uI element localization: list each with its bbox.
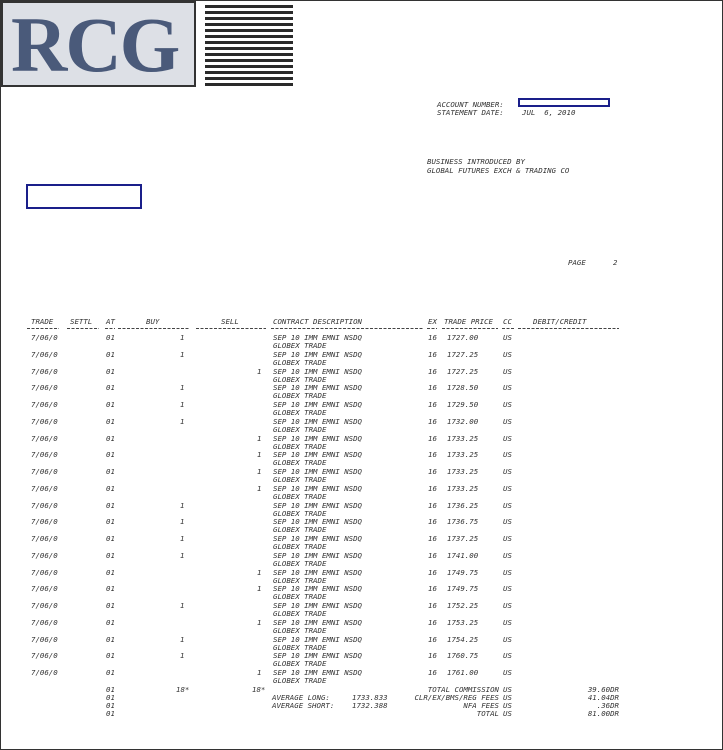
account-type: 01 xyxy=(106,349,115,359)
account-type: 01 xyxy=(106,416,115,426)
sell-qty: 1 xyxy=(257,584,262,594)
col-debit-credit: DEBIT/CREDIT xyxy=(533,317,587,326)
introduced-by-line2: GLOBAL FUTURES EXCH & TRADING CO xyxy=(427,166,570,175)
buy-qty: 1 xyxy=(180,500,185,510)
trade-source: GLOBEX TRADE xyxy=(273,391,327,401)
trade-price: 1753.25 xyxy=(447,617,479,627)
trade-date: 7/06/0 xyxy=(31,433,58,443)
trade-date: 7/06/0 xyxy=(31,567,58,577)
account-type: 01 xyxy=(106,567,115,577)
avg-long-value: 1733.833 xyxy=(352,693,388,702)
currency: US xyxy=(503,651,512,661)
table-row xyxy=(0,418,723,435)
trade-source: GLOBEX TRADE xyxy=(273,676,327,685)
logo-text: RCG xyxy=(11,1,179,88)
currency: US xyxy=(503,584,512,594)
trade-price: 1760.75 xyxy=(447,651,479,661)
trade-source: GLOBEX TRADE xyxy=(273,542,327,551)
exchange: 16 xyxy=(428,634,437,644)
trade-source: GLOBEX TRADE xyxy=(273,558,327,568)
trade-source: GLOBEX TRADE xyxy=(273,575,327,585)
col-contract-description: CONTRACT DESCRIPTION xyxy=(273,317,362,326)
contract-description: SEP 10 IMM EMNI NSDQ xyxy=(273,584,362,594)
trade-source: GLOBEX TRADE xyxy=(273,424,327,434)
table-row xyxy=(0,468,723,485)
table-row xyxy=(0,518,723,535)
summary-at-3: 01 xyxy=(106,701,115,710)
fee-amount: 81.00DR xyxy=(587,709,619,718)
table-row xyxy=(0,569,723,586)
currency: US xyxy=(503,517,512,527)
trade-price: 1761.00 xyxy=(447,668,479,677)
buy-qty: 1 xyxy=(180,416,185,426)
currency: US xyxy=(503,450,512,460)
fee-amount: .36DR xyxy=(596,701,619,710)
trade-date: 7/06/0 xyxy=(31,668,58,677)
contract-description: SEP 10 IMM EMNI NSDQ xyxy=(273,416,362,426)
table-row xyxy=(0,485,723,502)
trade-source: GLOBEX TRADE xyxy=(273,491,327,501)
address-redacted xyxy=(26,184,142,209)
fee-label: TOTAL COMMISSION xyxy=(427,685,499,694)
account-type: 01 xyxy=(106,500,115,510)
trade-source: GLOBEX TRADE xyxy=(273,508,327,518)
summary-at-2: 01 xyxy=(106,693,115,702)
exchange: 16 xyxy=(428,333,437,342)
trade-date: 7/06/0 xyxy=(31,366,58,376)
table-row xyxy=(0,334,723,351)
exchange: 16 xyxy=(428,668,437,677)
trade-source: GLOBEX TRADE xyxy=(273,609,327,618)
trade-price: 1733.25 xyxy=(447,483,479,493)
exchange: 16 xyxy=(428,433,437,443)
buy-qty: 1 xyxy=(180,333,185,342)
account-type: 01 xyxy=(106,668,115,677)
logo-stripes xyxy=(205,5,293,89)
trade-date: 7/06/0 xyxy=(31,333,58,342)
currency: US xyxy=(503,534,512,543)
exchange: 16 xyxy=(428,366,437,376)
account-type: 01 xyxy=(106,450,115,460)
col-sell: SELL xyxy=(221,317,239,326)
trade-price: 1732.00 xyxy=(447,416,479,426)
exchange: 16 xyxy=(428,483,437,493)
table-row xyxy=(0,368,723,385)
table-row xyxy=(0,451,723,468)
table-row xyxy=(0,384,723,401)
currency: US xyxy=(503,668,512,677)
contract-description: SEP 10 IMM EMNI NSDQ xyxy=(273,550,362,560)
sell-qty: 1 xyxy=(257,483,262,493)
exchange: 16 xyxy=(428,416,437,426)
summary-at-1: 01 xyxy=(106,685,115,694)
buy-qty: 1 xyxy=(180,517,185,527)
table-row xyxy=(0,502,723,519)
exchange: 16 xyxy=(428,617,437,627)
sell-qty: 1 xyxy=(257,467,262,476)
sell-qty: 1 xyxy=(257,433,262,443)
account-type: 01 xyxy=(106,433,115,443)
table-row xyxy=(0,351,723,368)
table-row xyxy=(0,669,723,686)
contract-description: SEP 10 IMM EMNI NSDQ xyxy=(273,534,362,543)
buy-qty: 1 xyxy=(180,383,185,393)
contract-description: SEP 10 IMM EMNI NSDQ xyxy=(273,383,362,393)
contract-description: SEP 10 IMM EMNI NSDQ xyxy=(273,601,362,610)
contract-description: SEP 10 IMM EMNI NSDQ xyxy=(273,634,362,644)
sell-qty: 1 xyxy=(257,668,262,677)
account-type: 01 xyxy=(106,601,115,610)
currency: US xyxy=(503,550,512,560)
account-number-label: ACCOUNT NUMBER: xyxy=(437,100,504,109)
buy-qty: 1 xyxy=(180,651,185,661)
buy-qty: 1 xyxy=(180,634,185,644)
exchange: 16 xyxy=(428,584,437,594)
buy-total: 18* xyxy=(176,685,190,694)
trade-price: 1733.25 xyxy=(447,433,479,443)
contract-description: SEP 10 IMM EMNI NSDQ xyxy=(273,617,362,627)
exchange: 16 xyxy=(428,601,437,610)
exchange: 16 xyxy=(428,651,437,661)
fee-amount: 41.04DR xyxy=(587,693,619,702)
account-type: 01 xyxy=(106,584,115,594)
table-row xyxy=(0,585,723,602)
trade-date: 7/06/0 xyxy=(31,550,58,560)
trade-price: 1749.75 xyxy=(447,567,479,577)
buy-qty: 1 xyxy=(180,349,185,359)
contract-description: SEP 10 IMM EMNI NSDQ xyxy=(273,651,362,661)
trade-price: 1749.75 xyxy=(447,584,479,594)
col-cc: CC xyxy=(503,317,512,326)
col-buy: BUY xyxy=(146,317,160,326)
trade-source: GLOBEX TRADE xyxy=(273,525,327,535)
buy-qty: 1 xyxy=(180,400,185,409)
trade-price: 1733.25 xyxy=(447,467,479,476)
trade-date: 7/06/0 xyxy=(31,651,58,661)
fee-currency: US xyxy=(503,701,512,710)
account-type: 01 xyxy=(106,517,115,527)
summary-at-4: 01 xyxy=(106,709,115,718)
account-number-redacted xyxy=(518,98,610,107)
trade-date: 7/06/0 xyxy=(31,383,58,393)
avg-long-label: AVERAGE LONG: xyxy=(272,693,330,702)
trade-date: 7/06/0 xyxy=(31,517,58,527)
table-row xyxy=(0,401,723,418)
currency: US xyxy=(503,333,512,342)
trade-date: 7/06/0 xyxy=(31,349,58,359)
statement-date-value: JUL 6, 2010 xyxy=(522,108,576,117)
currency: US xyxy=(503,467,512,476)
table-row xyxy=(0,552,723,569)
exchange: 16 xyxy=(428,500,437,510)
contract-description: SEP 10 IMM EMNI NSDQ xyxy=(273,333,362,342)
sell-qty: 1 xyxy=(257,450,262,460)
exchange: 16 xyxy=(428,349,437,359)
fee-amount: 39.60DR xyxy=(587,685,619,694)
col-trade-price: TRADE PRICE xyxy=(444,317,493,326)
page-number: 2 xyxy=(613,258,618,267)
trade-source: GLOBEX TRADE xyxy=(273,642,327,652)
table-row xyxy=(0,535,723,552)
exchange: 16 xyxy=(428,400,437,409)
trade-source: GLOBEX TRADE xyxy=(273,458,327,468)
trade-price: 1728.50 xyxy=(447,383,479,393)
trade-price: 1741.00 xyxy=(447,550,479,560)
sell-qty: 1 xyxy=(257,617,262,627)
buy-qty: 1 xyxy=(180,550,185,560)
trade-source: GLOBEX TRADE xyxy=(273,441,327,451)
sell-qty: 1 xyxy=(257,567,262,577)
contract-description: SEP 10 IMM EMNI NSDQ xyxy=(273,500,362,510)
trade-price: 1736.25 xyxy=(447,500,479,510)
account-type: 01 xyxy=(106,651,115,661)
trade-price: 1733.25 xyxy=(447,450,479,460)
trade-price: 1736.75 xyxy=(447,517,479,527)
trade-date: 7/06/0 xyxy=(31,617,58,627)
sell-qty: 1 xyxy=(257,366,262,376)
currency: US xyxy=(503,617,512,627)
trade-source: GLOBEX TRADE xyxy=(273,475,327,484)
trade-source: GLOBEX TRADE xyxy=(273,592,327,602)
fee-currency: US xyxy=(503,685,512,694)
col-ex: EX xyxy=(428,317,437,326)
trade-source: GLOBEX TRADE xyxy=(273,408,327,417)
rcg-logo xyxy=(1,1,196,87)
exchange: 16 xyxy=(428,517,437,527)
buy-qty: 1 xyxy=(180,601,185,610)
trade-price: 1727.00 xyxy=(447,333,479,342)
contract-description: SEP 10 IMM EMNI NSDQ xyxy=(273,517,362,527)
exchange: 16 xyxy=(428,383,437,393)
currency: US xyxy=(503,400,512,409)
fee-currency: US xyxy=(503,693,512,702)
trade-date: 7/06/0 xyxy=(31,584,58,594)
fee-label: CLR/EX/BMS/REG FEES xyxy=(414,693,499,702)
account-type: 01 xyxy=(106,333,115,342)
contract-description: SEP 10 IMM EMNI NSDQ xyxy=(273,668,362,677)
contract-description: SEP 10 IMM EMNI NSDQ xyxy=(273,433,362,443)
trade-date: 7/06/0 xyxy=(31,601,58,610)
avg-short-value: 1732.388 xyxy=(352,701,388,710)
exchange: 16 xyxy=(428,450,437,460)
currency: US xyxy=(503,634,512,644)
trade-date: 7/06/0 xyxy=(31,450,58,460)
statement-date-label: STATEMENT DATE: xyxy=(437,108,504,117)
table-row xyxy=(0,636,723,653)
contract-description: SEP 10 IMM EMNI NSDQ xyxy=(273,349,362,359)
trade-price: 1727.25 xyxy=(447,349,479,359)
account-type: 01 xyxy=(106,634,115,644)
introduced-by-line1: BUSINESS INTRODUCED BY xyxy=(427,157,525,166)
exchange: 16 xyxy=(428,550,437,560)
page-label: PAGE xyxy=(568,258,586,267)
currency: US xyxy=(503,416,512,426)
trade-price: 1752.25 xyxy=(447,601,479,610)
contract-description: SEP 10 IMM EMNI NSDQ xyxy=(273,483,362,493)
trade-source: GLOBEX TRADE xyxy=(273,625,327,635)
trade-source: GLOBEX TRADE xyxy=(273,341,327,350)
contract-description: SEP 10 IMM EMNI NSDQ xyxy=(273,467,362,476)
fee-label: TOTAL xyxy=(476,709,499,718)
table-row xyxy=(0,602,723,619)
currency: US xyxy=(503,601,512,610)
trade-date: 7/06/0 xyxy=(31,534,58,543)
fee-label: NFA FEES xyxy=(463,701,499,710)
account-type: 01 xyxy=(106,483,115,493)
currency: US xyxy=(503,567,512,577)
trade-date: 7/06/0 xyxy=(31,500,58,510)
account-type: 01 xyxy=(106,383,115,393)
fee-currency: US xyxy=(503,709,512,718)
avg-short-label: AVERAGE SHORT: xyxy=(272,701,335,710)
trade-date: 7/06/0 xyxy=(31,634,58,644)
trade-price: 1737.25 xyxy=(447,534,479,543)
trade-date: 7/06/0 xyxy=(31,467,58,476)
contract-description: SEP 10 IMM EMNI NSDQ xyxy=(273,567,362,577)
account-type: 01 xyxy=(106,550,115,560)
table-row xyxy=(0,435,723,452)
contract-description: SEP 10 IMM EMNI NSDQ xyxy=(273,366,362,376)
account-type: 01 xyxy=(106,534,115,543)
account-type: 01 xyxy=(106,467,115,476)
trade-date: 7/06/0 xyxy=(31,400,58,409)
trade-date: 7/06/0 xyxy=(31,483,58,493)
currency: US xyxy=(503,433,512,443)
account-type: 01 xyxy=(106,617,115,627)
trade-source: GLOBEX TRADE xyxy=(273,659,327,669)
currency: US xyxy=(503,366,512,376)
sell-total: 18* xyxy=(252,685,266,694)
trade-date: 7/06/0 xyxy=(31,416,58,426)
currency: US xyxy=(503,500,512,510)
contract-description: SEP 10 IMM EMNI NSDQ xyxy=(273,450,362,460)
currency: US xyxy=(503,349,512,359)
trade-price: 1754.25 xyxy=(447,634,479,644)
table-row xyxy=(0,652,723,669)
currency: US xyxy=(503,383,512,393)
account-type: 01 xyxy=(106,400,115,409)
contract-description: SEP 10 IMM EMNI NSDQ xyxy=(273,400,362,409)
exchange: 16 xyxy=(428,467,437,476)
col-at: AT xyxy=(106,317,115,326)
col-trade: TRADE xyxy=(31,317,54,326)
trade-source: GLOBEX TRADE xyxy=(273,374,327,384)
col-settl: SETTL xyxy=(70,317,93,326)
table-row xyxy=(0,619,723,636)
buy-qty: 1 xyxy=(180,534,185,543)
currency: US xyxy=(503,483,512,493)
exchange: 16 xyxy=(428,567,437,577)
trade-price: 1729.50 xyxy=(447,400,479,409)
trade-source: GLOBEX TRADE xyxy=(273,357,327,367)
trade-price: 1727.25 xyxy=(447,366,479,376)
exchange: 16 xyxy=(428,534,437,543)
account-type: 01 xyxy=(106,366,115,376)
